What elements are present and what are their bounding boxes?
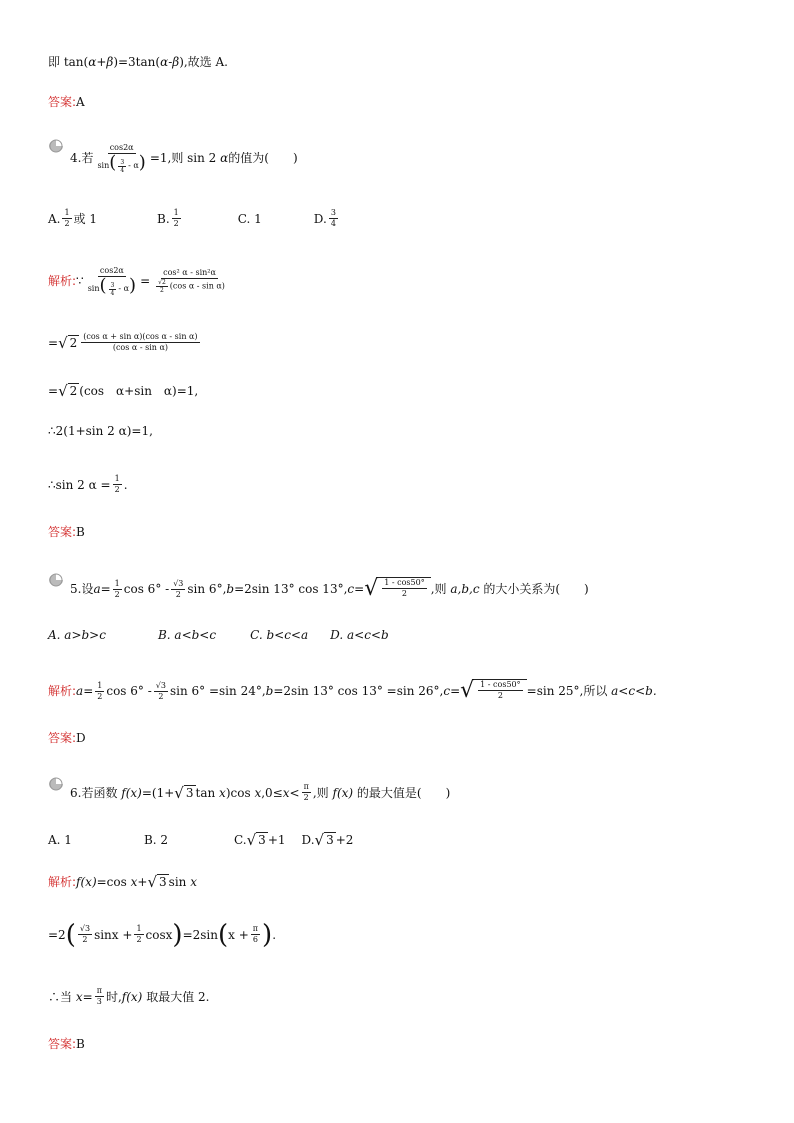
option-d: D. (313, 211, 327, 226)
text: + (137, 875, 148, 889)
symbol: a (76, 684, 84, 698)
text: =1,则 sin 2 (149, 151, 217, 166)
solution-line: = √ 2 $\frac{\text{(cos α + sin α)(cos α - sin α)}}{\text{(cos α - sin α)}}$ (48, 332, 198, 352)
answer-line (48, 525, 85, 539)
symbol: c (443, 684, 451, 698)
numerator: cos² α - sin²α (163, 268, 216, 278)
symbol: x (282, 785, 290, 800)
text: ∴sin 2 α = (48, 477, 111, 492)
option-b: B. (157, 211, 170, 226)
denominator: 2 (136, 935, 142, 944)
text: =2sin 13° cos 13°, (234, 582, 348, 596)
text: 或 1 (73, 211, 98, 226)
option-c: C. (234, 833, 247, 847)
numerator: (cos α + sin α)(cos α - sin α) (83, 332, 198, 341)
text: sin (168, 875, 187, 889)
fraction (95, 143, 147, 174)
denominator: 2 (97, 691, 103, 701)
symbol: x (130, 875, 138, 889)
solution-label: 解析: (48, 274, 77, 289)
denominator: 2 (401, 589, 408, 598)
symbol: b (265, 684, 274, 698)
solution-line (48, 986, 209, 1007)
text: = (140, 274, 151, 289)
text: =sin 25°,所以 (526, 684, 608, 698)
text: (cos α - sin α) (169, 281, 225, 291)
symbol: a,b,c (450, 582, 480, 596)
denominator: sin( $\frac{3}{4}$ - α) (97, 152, 146, 174)
answer-label: 答案: (48, 95, 77, 109)
text: =cos (96, 875, 127, 889)
text: = (48, 335, 59, 350)
text: )=3tan( (113, 55, 161, 69)
text: = (82, 989, 93, 1004)
text: sin (87, 284, 100, 293)
text: = (354, 582, 365, 596)
text: =2 (48, 927, 66, 942)
symbol: α (220, 151, 229, 166)
symbol: f(x) (76, 875, 97, 889)
text: ∴当 (48, 989, 73, 1004)
text: =(1+ (141, 785, 175, 800)
text: - (168, 55, 173, 69)
numerator: cos2α (99, 266, 124, 275)
text: ),故选 A. (179, 55, 228, 69)
text: + (96, 55, 107, 69)
denominator: 2 (114, 589, 120, 599)
text: 3 (185, 785, 194, 800)
denominator: 2 (64, 219, 70, 228)
text: . (272, 927, 277, 942)
text: cos 6° - (106, 684, 152, 698)
text: . (123, 477, 128, 492)
option-c: C. 1 (237, 211, 262, 226)
text: cos 6° - (123, 582, 170, 596)
option-a: A. a>b>c (48, 628, 106, 642)
numerator: 1 (114, 474, 120, 483)
question-5: 5.设 a = $\frac{1}{2}$ cos 6° - $\frac{√3}{2}$ sin 6°, b =2sin 13° cos 13°, c = √ $\frac{1 - \cos 50^\circ}{2}$ ,则 a,b,c 的大小关系为( ) (70, 576, 589, 601)
text: 即 tan( (48, 55, 89, 69)
text: =2sin (182, 927, 218, 942)
symbol: f(x) (332, 785, 354, 800)
text: 的值为( ) (228, 151, 298, 166)
text: +2 (335, 833, 354, 847)
question-6: 6.若函数 f(x) =(1+ √ 3 tan x )cos x ,0≤ x < $\frac{\pi}{2}$ ,则 f(x) 的最大值是( ) (70, 782, 451, 802)
text: 3 (84, 924, 91, 933)
denominator: 4 (110, 289, 115, 297)
text: 3 (159, 875, 167, 889)
options-row: A. 1 B. 2 C. √ 3 +1 D. √ 3 +2 (48, 831, 354, 849)
option-d: D. a<c<b (330, 628, 389, 642)
numerator: 1 - cos50° (480, 680, 521, 689)
numerator: 1 (173, 208, 179, 217)
option-c: C. b<c<a (250, 628, 309, 642)
symbol: a (93, 582, 101, 596)
numerator: 1 (64, 208, 70, 217)
text: =2sin 13° cos 13° =sin 26°, (273, 684, 444, 698)
symbol: x (75, 989, 83, 1004)
symbol: a<c<b. (611, 684, 657, 698)
solution-line (48, 424, 153, 438)
denominator: 2 (497, 691, 503, 700)
options-row (48, 628, 389, 642)
text: 3 (160, 680, 166, 690)
option-a: A. 1 (48, 833, 72, 847)
numerator: π (96, 986, 102, 995)
numerator: π (303, 782, 309, 791)
solution-line: 解析: a = $\frac{1}{2}$ cos 6° - $\frac{√3}{2}$ sin 6° =sin 24°, b =2sin 13° cos 13° =sin 26°, c = √ $\frac{1 - \cos 50^\circ}{2}$ =sin 25°,所以 a<c<b. (48, 678, 657, 703)
symbol: f(x) (121, 989, 143, 1004)
solution-label: 解析: (48, 875, 77, 889)
text: ∵ (76, 274, 84, 289)
answer-value: A (76, 95, 85, 109)
question-4 (70, 143, 298, 174)
question-number: 6.若函数 (70, 785, 118, 800)
option-d: D. (301, 833, 315, 847)
text: )cos (225, 785, 251, 800)
numerator: 3 (330, 208, 336, 217)
denominator: (cos α - sin α) (112, 343, 168, 352)
symbol: c (347, 582, 355, 596)
denominator: 2 (158, 691, 164, 701)
option-b: B. 2 (143, 833, 169, 847)
answer-label: 答案: (48, 1037, 77, 1051)
text: = (450, 684, 461, 698)
solution-line (48, 55, 228, 69)
text: ,0≤ (261, 785, 283, 800)
denominator: 2 (114, 485, 120, 494)
question-number: 5.设 (70, 582, 94, 596)
solution-label: 解析: (48, 684, 77, 698)
options-row (48, 208, 340, 229)
symbol: f(x) (121, 785, 142, 800)
text: (cos α+sin α)=1, (79, 384, 199, 398)
text: = (83, 684, 94, 698)
text: 3 (258, 833, 266, 847)
text: ∴2(1+sin 2 α)=1, (48, 424, 153, 438)
solution-line: =2 ( $\frac{√3}{2}$ sinx + $\frac{1}{2}$ cosx ) =2sin ( x + $\frac{\pi}{6}$ ) . (48, 919, 277, 950)
text: x + (228, 927, 249, 942)
symbol: α (88, 55, 97, 69)
text: 2 (161, 279, 166, 287)
text: sin 6°, (187, 582, 227, 596)
answer-value: B (76, 525, 85, 539)
text: - α (128, 161, 139, 170)
text: 时, (105, 989, 122, 1004)
numerator: 1 (136, 924, 142, 933)
numerator: 1 - cos50° (384, 578, 425, 587)
question-number: 4.若 (70, 151, 94, 166)
answer-label: 答案: (48, 731, 77, 745)
solution-line: = √ 2 (cos α+sin α)=1, (48, 382, 199, 400)
text: 3 (178, 578, 184, 588)
denominator: 6 (252, 935, 258, 944)
text: < (289, 785, 300, 800)
symbol: β (172, 55, 180, 69)
text: tan (195, 785, 216, 800)
answer-value: D (76, 731, 86, 745)
solution-line: 解析: ∵ cos2α sin( $\frac{3}{4}$ - α) = cos² α - sin²α $\frac{√2}{2}$ (cos α - sin α) (48, 266, 225, 297)
numerator: 1 (97, 680, 103, 690)
text: 取最大值 2. (146, 989, 210, 1004)
denominator: 2 (175, 589, 181, 599)
question-bullet-icon (47, 573, 65, 587)
solution-line: 解析: f(x) =cos x + √ 3 sin x (48, 873, 198, 891)
symbol: x (254, 785, 262, 800)
answer-line (48, 95, 85, 109)
numerator: π (252, 924, 259, 933)
answer-label: 答案: (48, 525, 77, 539)
text: = (100, 582, 111, 596)
text: cosx (145, 927, 173, 942)
answer-line (48, 1037, 85, 1051)
text: 的最大值是( ) (356, 785, 451, 800)
text: sin 6° =sin 24°, (169, 684, 266, 698)
denominator: 4 (120, 166, 125, 174)
denominator: 2 (160, 287, 164, 295)
text: = (48, 384, 59, 398)
text: ,则 (430, 582, 447, 596)
question-bullet-icon (47, 777, 65, 791)
text: ,则 (312, 785, 329, 800)
text: sinx + (94, 927, 133, 942)
option-b: B. a<b<c (157, 628, 217, 642)
numerator: 3 (110, 281, 115, 289)
denominator: 4 (330, 219, 336, 228)
symbol: x (190, 875, 198, 889)
text: 2 (69, 335, 78, 350)
text: +1 (267, 833, 286, 847)
denominator: 2 (82, 935, 88, 944)
text: - α (118, 284, 130, 293)
denominator: 3 (96, 997, 102, 1006)
numerator: cos2α (109, 143, 134, 152)
text: 2 (69, 384, 78, 398)
denominator: 2 (303, 793, 309, 802)
answer-line (48, 731, 86, 745)
symbol: α (160, 55, 169, 69)
question-bullet-icon (47, 139, 65, 153)
numerator: 1 (114, 578, 120, 588)
symbol: x (219, 785, 226, 800)
answer-value: B (76, 1037, 85, 1051)
option-a: A. (48, 211, 61, 226)
solution-line (48, 474, 128, 495)
text: 3 (326, 833, 334, 847)
symbol: β (106, 55, 114, 69)
numerator: 3 (120, 158, 125, 166)
symbol: b (226, 582, 235, 596)
denominator: 2 (173, 219, 179, 228)
text: 的大小关系为( ) (483, 582, 589, 596)
text: sin (97, 161, 110, 170)
